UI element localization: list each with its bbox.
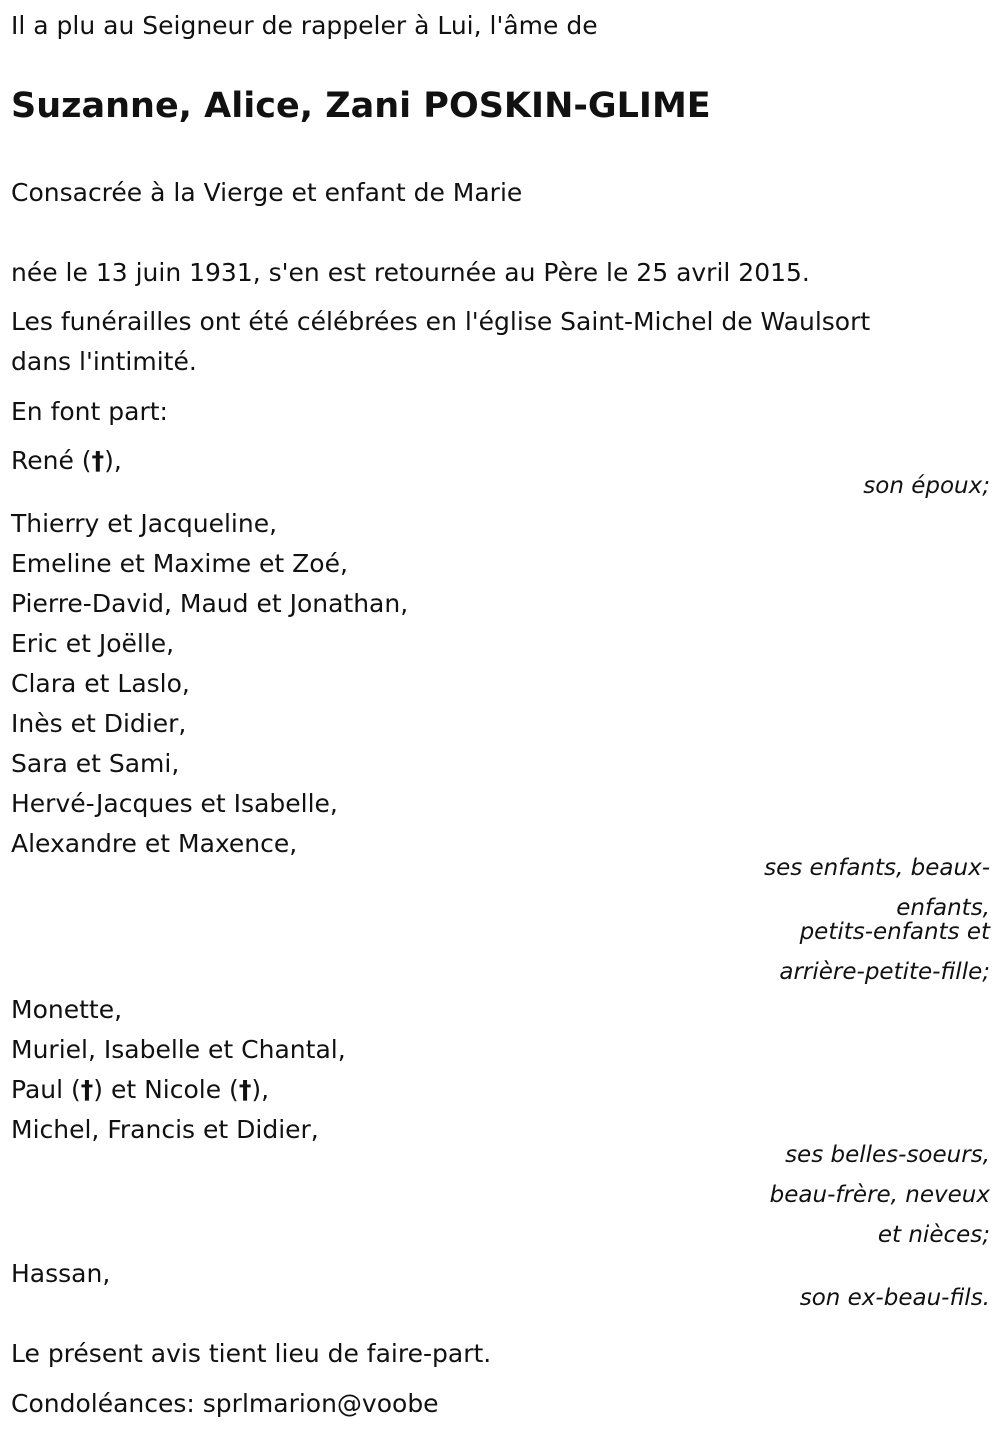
cross-icon: † <box>238 1075 252 1104</box>
list-item: Inès et Didier, <box>11 709 187 738</box>
list-item: Clara et Laslo, <box>11 669 190 698</box>
children-list <box>11 504 408 864</box>
in-laws-role-line-2: beau-frère, neveux <box>769 1182 990 1208</box>
list-item: Michel, Francis et Didier, <box>11 1115 319 1144</box>
intro-text: Il a plu au Seigneur de rappeler à Lui, l'âme de <box>11 11 598 40</box>
list-item: Alexandre et Maxence, <box>11 829 298 858</box>
funeral-text-line-1: Les funérailles ont été célébrées en l'église Saint-Michel de Waulsort <box>11 307 871 336</box>
cross-icon: † <box>80 1075 94 1104</box>
consecration-text: Consacrée à la Vierge et enfant de Marie <box>11 178 523 207</box>
deceased-name: Suzanne, Alice, Zani POSKIN-GLIME <box>11 86 711 126</box>
cross-icon: † <box>91 446 105 475</box>
list-item: Hervé-Jacques et Isabelle, <box>11 789 338 818</box>
list-item: Eric et Joëlle, <box>11 629 175 658</box>
in-laws-role-line-1: ses belles-soeurs, <box>785 1142 990 1168</box>
in-laws-line3-part-c: ), <box>251 1075 270 1104</box>
birth-death-text: née le 13 juin 1931, s'en est retournée au Père le 25 avril 2015. <box>11 258 810 287</box>
list-item: Sara et Sami, <box>11 749 180 778</box>
list-item: Muriel, Isabelle et Chantal, <box>11 1035 346 1064</box>
condolences-text: Condoléances: sprlmarion@voobe <box>11 1389 439 1418</box>
in-laws-list <box>11 990 346 1150</box>
list-item <box>11 1070 346 1110</box>
spouse-role: son époux; <box>863 473 990 499</box>
funeral-text-line-2: dans l'intimité. <box>11 347 197 376</box>
list-item: Pierre-David, Maud et Jonathan, <box>11 589 409 618</box>
children-role-line-3: petits-enfants et <box>799 919 990 945</box>
in-laws-role-line-3: et nièces; <box>877 1222 990 1248</box>
list-item: Monette, <box>11 995 123 1024</box>
list-item: Emeline et Maxime et Zoé, <box>11 549 348 578</box>
in-laws-line3-part-a: Paul ( <box>11 1075 81 1104</box>
children-role-line-2: enfants, <box>896 895 990 921</box>
in-laws-line3-part-b: ) et Nicole ( <box>93 1075 239 1104</box>
list-item: Thierry et Jacqueline, <box>11 509 278 538</box>
ex-son-in-law-name: Hassan, <box>11 1259 111 1288</box>
spouse-name <box>11 441 122 481</box>
children-role-line-4: arrière-petite-fille; <box>779 959 990 985</box>
notice-text: Le présent avis tient lieu de faire-part. <box>11 1339 492 1368</box>
spouse-name-prefix: René ( <box>11 446 92 475</box>
en-font-part-text: En font part: <box>11 397 168 426</box>
children-role-line-1: ses enfants, beaux- <box>764 855 990 881</box>
spouse-name-suffix: ), <box>104 446 122 475</box>
ex-son-in-law-role: son ex-beau-fils. <box>799 1285 990 1311</box>
